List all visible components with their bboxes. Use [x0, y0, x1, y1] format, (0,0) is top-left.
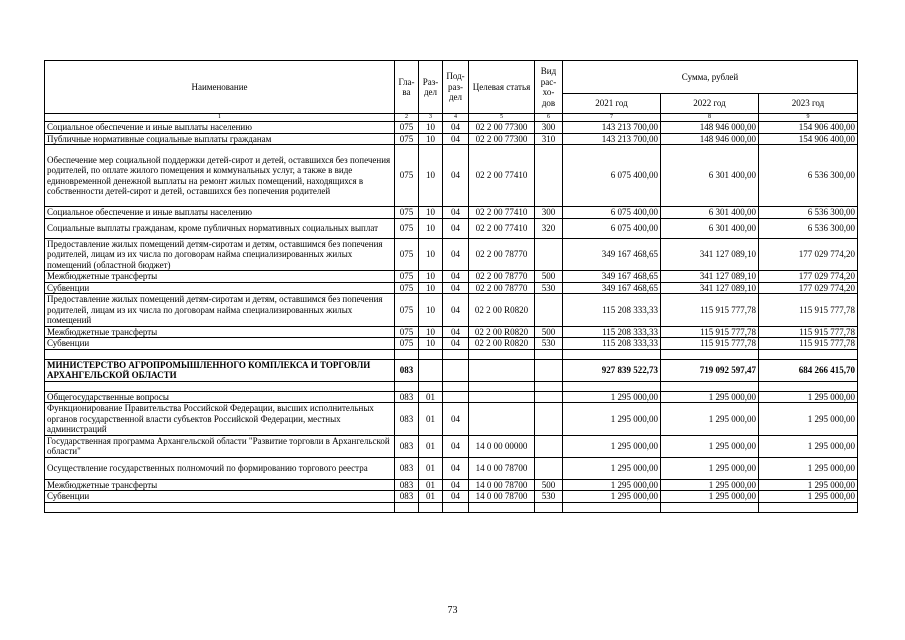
cell-name: МИНИСТЕРСТВО АГРОПРОМЫШЛЕННОГО КОМПЛЕКСА И ТОРГОВЛИ АРХАНГЕЛЬСКОЙ ОБЛАСТИ [45, 359, 395, 381]
cell-vr: 320 [535, 218, 563, 238]
cell-r: 10 [419, 271, 443, 283]
cell-name [45, 502, 395, 512]
cell-p [443, 359, 469, 381]
cell-r: 10 [419, 122, 443, 134]
cell-p: 04 [443, 238, 469, 271]
cell-s2 [661, 381, 759, 391]
cell-g: 075 [395, 282, 419, 294]
cell-g: 083 [395, 435, 419, 457]
cell-p: 04 [443, 491, 469, 503]
cell-p: 04 [443, 435, 469, 457]
cell-p: 04 [443, 326, 469, 338]
table-row [45, 238, 858, 271]
col-index: 5 [469, 114, 535, 122]
table-row [45, 294, 858, 327]
cell-s3 [759, 502, 858, 512]
cell-s1: 927 839 522,73 [563, 359, 661, 381]
cell-r: 01 [419, 457, 443, 479]
cell-name: Субвенции [45, 282, 395, 294]
cell-cs: 02 2 00 77410 [469, 218, 535, 238]
cell-s2: 6 301 400,00 [661, 207, 759, 219]
cell-p: 04 [443, 271, 469, 283]
table-body [45, 122, 858, 513]
cell-vr [535, 238, 563, 271]
cell-s3: 115 915 777,78 [759, 294, 858, 327]
col-index: 9 [759, 114, 858, 122]
cell-vr: 500 [535, 271, 563, 283]
cell-g: 075 [395, 326, 419, 338]
table-row [45, 122, 858, 134]
cell-s3 [759, 381, 858, 391]
cell-g: 075 [395, 238, 419, 271]
page-number: 73 [447, 605, 458, 616]
cell-r: 10 [419, 238, 443, 271]
cell-p: 04 [443, 294, 469, 327]
cell-s3: 684 266 415,70 [759, 359, 858, 381]
cell-cs: 02 2 00 77300 [469, 122, 535, 134]
cell-s1: 349 167 468,65 [563, 271, 661, 283]
cell-cs [469, 359, 535, 381]
cell-s3: 1 295 000,00 [759, 435, 858, 457]
cell-s3: 1 295 000,00 [759, 457, 858, 479]
header-year-2022: 2022 год [661, 94, 759, 114]
cell-name: Общегосударственные вопросы [45, 391, 395, 403]
cell-s3: 154 906 400,00 [759, 122, 858, 134]
cell-g [395, 349, 419, 359]
cell-g: 083 [395, 391, 419, 403]
cell-s2: 341 127 089,10 [661, 238, 759, 271]
cell-g: 083 [395, 403, 419, 436]
cell-name: Социальные выплаты гражданам, кроме публичных нормативных социальных выплат [45, 218, 395, 238]
cell-s3: 115 915 777,78 [759, 326, 858, 338]
blank-row [45, 381, 858, 391]
cell-name: Социальное обеспечение и иные выплаты населению [45, 122, 395, 134]
cell-r [419, 349, 443, 359]
header-year-2021: 2021 год [563, 94, 661, 114]
cell-s2: 341 127 089,10 [661, 282, 759, 294]
cell-r: 10 [419, 207, 443, 219]
cell-name: Государственная программа Архангельской области "Развитие торговли в Архангельской области" [45, 435, 395, 457]
cell-vr: 300 [535, 122, 563, 134]
cell-g: 075 [395, 294, 419, 327]
cell-s2: 6 301 400,00 [661, 145, 759, 207]
cell-g: 075 [395, 218, 419, 238]
cell-s2: 1 295 000,00 [661, 435, 759, 457]
cell-name: Субвенции [45, 338, 395, 350]
blank-row [45, 349, 858, 359]
table-row [45, 403, 858, 436]
cell-s2: 1 295 000,00 [661, 491, 759, 503]
cell-s3: 177 029 774,20 [759, 271, 858, 283]
cell-s2: 1 295 000,00 [661, 457, 759, 479]
cell-cs: 02 2 00 77410 [469, 145, 535, 207]
cell-s2: 719 092 597,47 [661, 359, 759, 381]
cell-cs: 02 2 00 78770 [469, 271, 535, 283]
cell-cs: 02 2 00 77300 [469, 133, 535, 145]
cell-s2: 1 295 000,00 [661, 391, 759, 403]
cell-s3: 177 029 774,20 [759, 238, 858, 271]
cell-r: 01 [419, 491, 443, 503]
cell-p: 04 [443, 133, 469, 145]
col-index: 8 [661, 114, 759, 122]
cell-name: Публичные нормативные социальные выплаты гражданам [45, 133, 395, 145]
cell-name: Обеспечение мер социальной поддержки детей-сирот и детей, оставшихся без попечения родителей, по оплате жилого помещения и коммунальных услуг, а также в виде единовременной денежной выплаты на ремонт жилых помещений, находящихся в собственности детей-сирот и детей, оставшихся без попечения родителей [45, 145, 395, 207]
cell-s1: 1 295 000,00 [563, 391, 661, 403]
cell-cs: 02 2 00 R0820 [469, 338, 535, 350]
cell-r: 10 [419, 294, 443, 327]
cell-s1: 143 213 700,00 [563, 122, 661, 134]
cell-s1: 6 075 400,00 [563, 145, 661, 207]
cell-s3: 1 295 000,00 [759, 491, 858, 503]
cell-cs [469, 349, 535, 359]
cell-vr [535, 403, 563, 436]
cell-s3: 6 536 300,00 [759, 145, 858, 207]
cell-name: Социальное обеспечение и иные выплаты населению [45, 207, 395, 219]
cell-g: 075 [395, 133, 419, 145]
cell-g: 075 [395, 271, 419, 283]
cell-s1: 6 075 400,00 [563, 207, 661, 219]
cell-s2: 341 127 089,10 [661, 271, 759, 283]
cell-r: 10 [419, 133, 443, 145]
cell-s3: 115 915 777,78 [759, 338, 858, 350]
cell-vr [535, 359, 563, 381]
table-row [45, 491, 858, 503]
cell-s1 [563, 381, 661, 391]
cell-r [419, 359, 443, 381]
cell-s3: 1 295 000,00 [759, 479, 858, 491]
cell-name: Субвенции [45, 491, 395, 503]
cell-r: 01 [419, 479, 443, 491]
cell-vr: 530 [535, 338, 563, 350]
cell-cs [469, 403, 535, 436]
cell-s3 [759, 349, 858, 359]
cell-p: 04 [443, 122, 469, 134]
cell-s3: 6 536 300,00 [759, 218, 858, 238]
cell-cs: 02 2 00 78770 [469, 238, 535, 271]
cell-vr [535, 435, 563, 457]
cell-p: 04 [443, 479, 469, 491]
cell-cs: 14 0 00 78700 [469, 457, 535, 479]
cell-s3: 154 906 400,00 [759, 133, 858, 145]
cell-s1: 115 208 333,33 [563, 326, 661, 338]
cell-vr: 530 [535, 491, 563, 503]
cell-s2: 148 946 000,00 [661, 133, 759, 145]
cell-vr [535, 294, 563, 327]
cell-p: 04 [443, 207, 469, 219]
cell-cs [469, 381, 535, 391]
cell-s1: 115 208 333,33 [563, 294, 661, 327]
header-glava: Гла-ва [395, 61, 419, 114]
header-target-article: Целевая статья [469, 61, 535, 114]
cell-s1: 1 295 000,00 [563, 435, 661, 457]
col-index: 6 [535, 114, 563, 122]
cell-p [443, 502, 469, 512]
cell-name: Функционирование Правительства Российской Федерации, высших исполнительных органов государственной власти субъектов Российской Федерации, местных администраций [45, 403, 395, 436]
cell-s3: 1 295 000,00 [759, 403, 858, 436]
cell-p: 04 [443, 457, 469, 479]
cell-r: 10 [419, 282, 443, 294]
cell-name: Предоставление жилых помещений детям-сиротам и детям, оставшимся без попечения родителей, лицам из их числа по договорам найма специализированных жилых помещений (областной бюджет) [45, 238, 395, 271]
header-podrazdel: Под-раз-дел [443, 61, 469, 114]
cell-vr [535, 502, 563, 512]
cell-s1: 143 213 700,00 [563, 133, 661, 145]
cell-cs: 14 0 00 00000 [469, 435, 535, 457]
cell-g: 083 [395, 457, 419, 479]
cell-vr: 300 [535, 207, 563, 219]
table-row [45, 218, 858, 238]
cell-vr [535, 381, 563, 391]
cell-s2: 115 915 777,78 [661, 338, 759, 350]
header-expense-type: Вид рас-хо-дов [535, 61, 563, 114]
cell-vr: 310 [535, 133, 563, 145]
cell-vr [535, 349, 563, 359]
table-row [45, 145, 858, 207]
cell-s2: 1 295 000,00 [661, 403, 759, 436]
table-row [45, 359, 858, 381]
cell-r: 10 [419, 145, 443, 207]
cell-s2: 1 295 000,00 [661, 479, 759, 491]
table-row [45, 479, 858, 491]
cell-s1: 349 167 468,65 [563, 238, 661, 271]
cell-r [419, 381, 443, 391]
cell-s1: 1 295 000,00 [563, 479, 661, 491]
cell-vr [535, 391, 563, 403]
cell-cs: 14 0 00 78700 [469, 491, 535, 503]
header-razdel: Раз-дел [419, 61, 443, 114]
cell-vr: 500 [535, 326, 563, 338]
table-row [45, 338, 858, 350]
cell-s2 [661, 349, 759, 359]
col-index: 1 [45, 114, 395, 122]
cell-g: 075 [395, 145, 419, 207]
cell-s2: 6 301 400,00 [661, 218, 759, 238]
blank-row [45, 502, 858, 512]
cell-name: Предоставление жилых помещений детям-сиротам и детям, оставшимся без попечения родителей, лицам из их числа по договорам найма специализированных жилых помещений [45, 294, 395, 327]
cell-name: Осуществление государственных полномочий по формированию торгового реестра [45, 457, 395, 479]
cell-s1: 1 295 000,00 [563, 403, 661, 436]
cell-vr [535, 145, 563, 207]
col-index: 2 [395, 114, 419, 122]
table-row [45, 435, 858, 457]
cell-name: Межбюджетные трансферты [45, 271, 395, 283]
cell-r: 01 [419, 435, 443, 457]
header-sum: Сумма, рублей [563, 61, 858, 94]
table-row [45, 457, 858, 479]
cell-cs [469, 391, 535, 403]
cell-vr: 530 [535, 282, 563, 294]
cell-g: 083 [395, 491, 419, 503]
cell-s1: 115 208 333,33 [563, 338, 661, 350]
budget-table [44, 60, 858, 513]
cell-r: 01 [419, 391, 443, 403]
table-row [45, 271, 858, 283]
cell-g: 075 [395, 122, 419, 134]
cell-cs: 02 2 00 R0820 [469, 326, 535, 338]
cell-s2 [661, 502, 759, 512]
cell-s1: 349 167 468,65 [563, 282, 661, 294]
cell-cs: 14 0 00 78700 [469, 479, 535, 491]
cell-r: 01 [419, 403, 443, 436]
column-index-row [45, 114, 858, 122]
table-row [45, 391, 858, 403]
cell-name [45, 381, 395, 391]
cell-name [45, 349, 395, 359]
header-year-2023: 2023 год [759, 94, 858, 114]
cell-name: Межбюджетные трансферты [45, 326, 395, 338]
cell-g: 075 [395, 338, 419, 350]
cell-s1 [563, 349, 661, 359]
cell-s2: 148 946 000,00 [661, 122, 759, 134]
cell-p [443, 349, 469, 359]
cell-s3: 1 295 000,00 [759, 391, 858, 403]
cell-g: 083 [395, 359, 419, 381]
cell-vr [535, 457, 563, 479]
cell-s1 [563, 502, 661, 512]
cell-s1: 6 075 400,00 [563, 218, 661, 238]
cell-s2: 115 915 777,78 [661, 294, 759, 327]
cell-s2: 115 915 777,78 [661, 326, 759, 338]
cell-g: 075 [395, 207, 419, 219]
table-row [45, 326, 858, 338]
cell-p [443, 381, 469, 391]
col-index: 7 [563, 114, 661, 122]
cell-s3: 6 536 300,00 [759, 207, 858, 219]
cell-r: 10 [419, 326, 443, 338]
cell-g: 083 [395, 479, 419, 491]
cell-cs [469, 502, 535, 512]
cell-g [395, 381, 419, 391]
cell-p: 04 [443, 338, 469, 350]
cell-p: 04 [443, 218, 469, 238]
cell-cs: 02 2 00 R0820 [469, 294, 535, 327]
cell-s1: 1 295 000,00 [563, 457, 661, 479]
cell-s1: 1 295 000,00 [563, 491, 661, 503]
cell-s3: 177 029 774,20 [759, 282, 858, 294]
table-row [45, 207, 858, 219]
cell-p: 04 [443, 403, 469, 436]
cell-name: Межбюджетные трансферты [45, 479, 395, 491]
cell-vr: 500 [535, 479, 563, 491]
cell-cs: 02 2 00 78770 [469, 282, 535, 294]
cell-p: 04 [443, 282, 469, 294]
table-row [45, 133, 858, 145]
table-row [45, 282, 858, 294]
cell-cs: 02 2 00 77410 [469, 207, 535, 219]
cell-p [443, 391, 469, 403]
cell-r [419, 502, 443, 512]
col-index: 3 [419, 114, 443, 122]
cell-r: 10 [419, 218, 443, 238]
cell-g [395, 502, 419, 512]
cell-r: 10 [419, 338, 443, 350]
cell-p: 04 [443, 145, 469, 207]
header-name: Наименование [45, 61, 395, 114]
col-index: 4 [443, 114, 469, 122]
